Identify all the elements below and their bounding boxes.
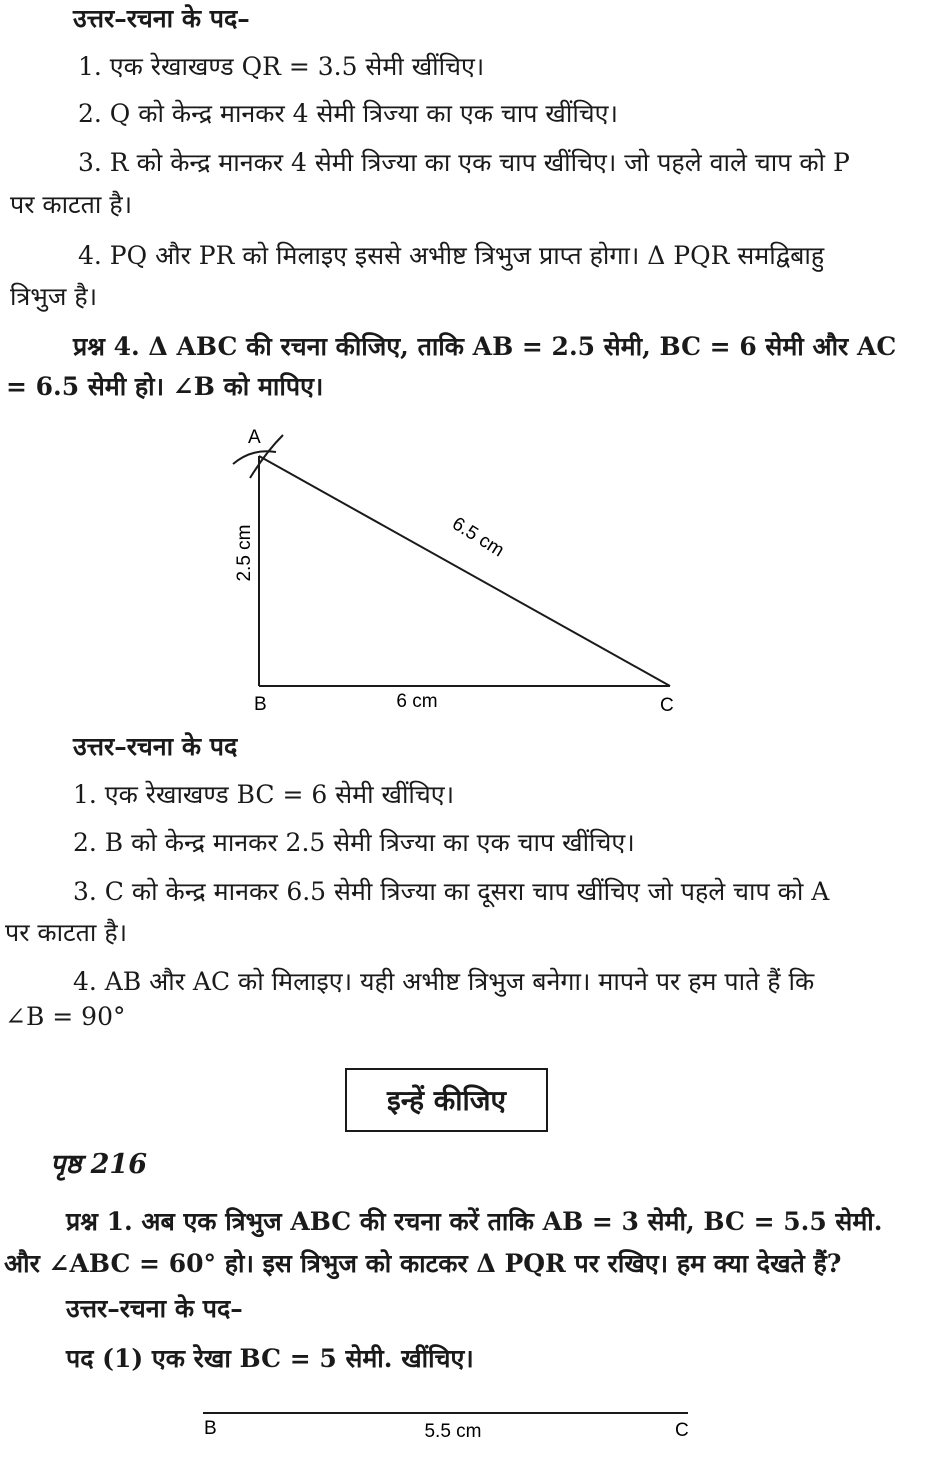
step-4-line-2: त्रिभुज है। — [10, 282, 98, 311]
step-2: 2. B को केन्द्र मानकर 2.5 सेमी त्रिज्या का एक चाप खींचिए। — [73, 828, 635, 857]
step-1-line: पद (1) एक रेखा BC = 5 सेमी. खींचिए। — [66, 1344, 474, 1373]
section-heading: उत्तर–रचना के पद– — [73, 4, 250, 33]
step-3-line-2: पर काटता है। — [10, 190, 133, 219]
step-4-line-2: ∠B = 90° — [5, 1002, 126, 1031]
step-4-line-1: 4. AB और AC को मिलाइए। यही अभीष्ट त्रिभुज बनेगा। मापने पर हम पाते हैं कि — [73, 967, 815, 996]
segment-b-label: B — [204, 1418, 217, 1439]
step-1: 1. एक रेखाखण्ड QR = 3.5 सेमी खींचिए। — [78, 52, 485, 81]
side-ac-label: 6.5 cm — [448, 513, 508, 562]
step-4-line-1: 4. PQ और PR को मिलाइए इससे अभीष्ट त्रिभुज प्राप्त होगा। Δ PQR समद्विबाहु — [78, 241, 825, 270]
section-heading-2: उत्तर–रचना के पद — [73, 732, 238, 761]
vertex-b-label: B — [254, 694, 267, 715]
page-reference: पृष्ठ 216 — [50, 1149, 147, 1180]
step-3-line-1: 3. C को केन्द्र मानकर 6.5 सेमी त्रिज्या का दूसरा चाप खींचिए जो पहले चाप को A — [73, 877, 830, 906]
segment-length-label: 5.5 cm — [424, 1421, 482, 1442]
question-1-line-1: प्रश्न 1. अब एक त्रिभुज ABC की रचना करें ताकि AB = 3 सेमी, BC = 5.5 सेमी. — [66, 1207, 883, 1236]
step-2: 2. Q को केन्द्र मानकर 4 सेमी त्रिज्या का एक चाप खींचिए। — [78, 99, 618, 128]
side-ab-label: 2.5 cm — [234, 524, 255, 582]
side-ac — [259, 456, 670, 686]
vertex-a-label: A — [248, 427, 261, 448]
step-1: 1. एक रेखाखण्ड BC = 6 सेमी खींचिए। — [73, 780, 455, 809]
side-bc-label: 6 cm — [396, 691, 438, 712]
activity-title: इन्हें कीजिए — [386, 1084, 506, 1117]
segment-c-label: C — [675, 1420, 689, 1441]
step-3-line-2: पर काटता है। — [5, 918, 128, 947]
question-1-line-2: और ∠ABC = 60° हो। इस त्रिभुज को काटकर Δ PQR पर रखिए। हम क्या देखते हैं? — [4, 1249, 842, 1278]
question-4-line-1: प्रश्न 4. Δ ABC की रचना कीजिए, ताकि AB = 2.5 सेमी, BC = 6 सेमी और AC — [73, 332, 897, 361]
activity-title-box — [345, 1068, 548, 1132]
step-3-line-1: 3. R को केन्द्र मानकर 4 सेमी त्रिज्या का एक चाप खींचिए। जो पहले वाले चाप को P — [78, 148, 850, 177]
section-heading-3: उत्तर–रचना के पद– — [66, 1294, 243, 1323]
vertex-c-label: C — [660, 695, 674, 716]
question-4-line-2: = 6.5 सेमी हो। ∠B को मापिए। — [6, 372, 324, 401]
